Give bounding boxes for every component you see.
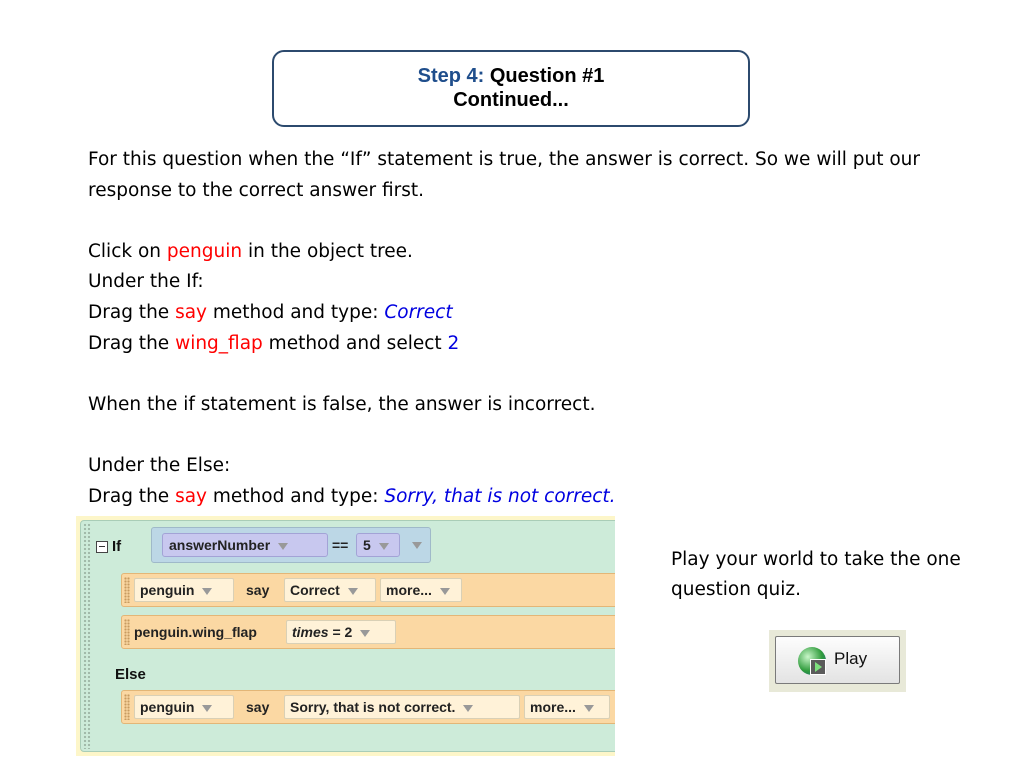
times-parameter[interactable]: [286, 620, 396, 644]
drag-grip[interactable]: [124, 619, 130, 645]
dropdown-arrow-icon[interactable]: [440, 588, 450, 595]
drag-say-else-line: [88, 482, 968, 513]
drag1-mid: method and type:: [207, 301, 385, 323]
dropdown-arrow-icon[interactable]: [379, 543, 389, 550]
statement-say-sorry[interactable]: [121, 690, 615, 724]
object-selector[interactable]: [134, 578, 234, 602]
dropdown-arrow-icon[interactable]: [463, 705, 473, 712]
method-say: say: [175, 301, 207, 323]
drag-grip[interactable]: [124, 577, 130, 603]
if-keyword: If: [112, 538, 122, 555]
dropdown-arrow-icon[interactable]: [278, 543, 288, 550]
drag3-pre: Drag the: [88, 485, 176, 507]
code-editor-screenshot: [76, 516, 615, 756]
drag-grip[interactable]: [83, 523, 91, 749]
wing-flap-call: penguin.wing_flap: [134, 624, 257, 640]
value-correct: Correct: [384, 301, 453, 323]
more-button[interactable]: [524, 695, 610, 719]
click-line: [88, 237, 968, 268]
play-button[interactable]: [775, 636, 900, 684]
more-button[interactable]: [380, 578, 462, 602]
say-argument[interactable]: [284, 578, 376, 602]
value-sorry: Sorry, that is not correct.: [384, 485, 616, 507]
under-else-line: Under the Else:: [88, 454, 231, 476]
drag1-pre: Drag the: [88, 301, 176, 323]
title-step: Step 4:: [417, 65, 485, 87]
method-label: say: [246, 699, 270, 715]
say-argument-label: Correct: [290, 582, 340, 598]
object-selector[interactable]: [134, 695, 234, 719]
value-2: 2: [447, 332, 460, 354]
title-box: [272, 50, 750, 127]
false-line: When the if statement is false, the answer is incorrect.: [88, 393, 596, 415]
instructions: [88, 145, 968, 512]
times-label: times: [292, 624, 329, 640]
collapse-icon[interactable]: [96, 541, 108, 553]
drag-say-line: [88, 298, 968, 329]
if-else-block: [80, 520, 615, 752]
statement-say-correct[interactable]: [121, 573, 615, 607]
play-instruction: Play your world to take the one question quiz.: [671, 549, 961, 600]
object-name: penguin: [166, 240, 243, 262]
drag2-pre: Drag the: [88, 332, 176, 354]
click-post: in the object tree.: [242, 240, 413, 262]
condition-value-label: 5: [363, 537, 371, 553]
method-label: say: [246, 582, 270, 598]
dropdown-arrow-icon[interactable]: [348, 588, 358, 595]
say-argument-label: Sorry, that is not correct.: [290, 699, 456, 715]
condition-value[interactable]: [356, 533, 400, 557]
drag3-mid: method and type:: [207, 485, 385, 507]
more-label: more...: [530, 699, 576, 715]
object-label: penguin: [140, 699, 195, 715]
title-question: Question #1: [489, 65, 605, 87]
under-if-line: Under the If:: [88, 271, 204, 293]
dropdown-arrow-icon[interactable]: [412, 542, 422, 549]
say-argument[interactable]: [284, 695, 520, 719]
method-wing-flap: wing_flap: [175, 332, 263, 354]
statement-wing-flap[interactable]: [121, 615, 615, 649]
play-arrow-icon: [810, 659, 826, 675]
more-label: more...: [386, 582, 432, 598]
click-pre: Click on: [88, 240, 167, 262]
dropdown-arrow-icon[interactable]: [360, 630, 370, 637]
drag2-mid: method and select: [262, 332, 448, 354]
else-keyword: Else: [115, 666, 146, 683]
play-label: Play: [834, 649, 868, 668]
if-condition[interactable]: [151, 527, 431, 563]
times-value: = 2: [332, 624, 353, 640]
drag-wingflap-line: [88, 329, 968, 360]
drag-grip[interactable]: [124, 694, 130, 720]
condition-variable-label: answerNumber: [169, 537, 271, 553]
dropdown-arrow-icon[interactable]: [584, 705, 594, 712]
play-button-image: [769, 630, 906, 692]
condition-variable[interactable]: [162, 533, 328, 557]
intro-paragraph: For this question when the “If” statement is true, the answer is correct. So we will put our response to the correct answer first.: [88, 149, 921, 201]
object-label: penguin: [140, 582, 195, 598]
dropdown-arrow-icon[interactable]: [202, 588, 212, 595]
dropdown-arrow-icon[interactable]: [202, 705, 212, 712]
title-continued: Continued...: [453, 89, 569, 111]
method-say-else: say: [175, 485, 207, 507]
condition-operator: ==: [332, 537, 349, 553]
